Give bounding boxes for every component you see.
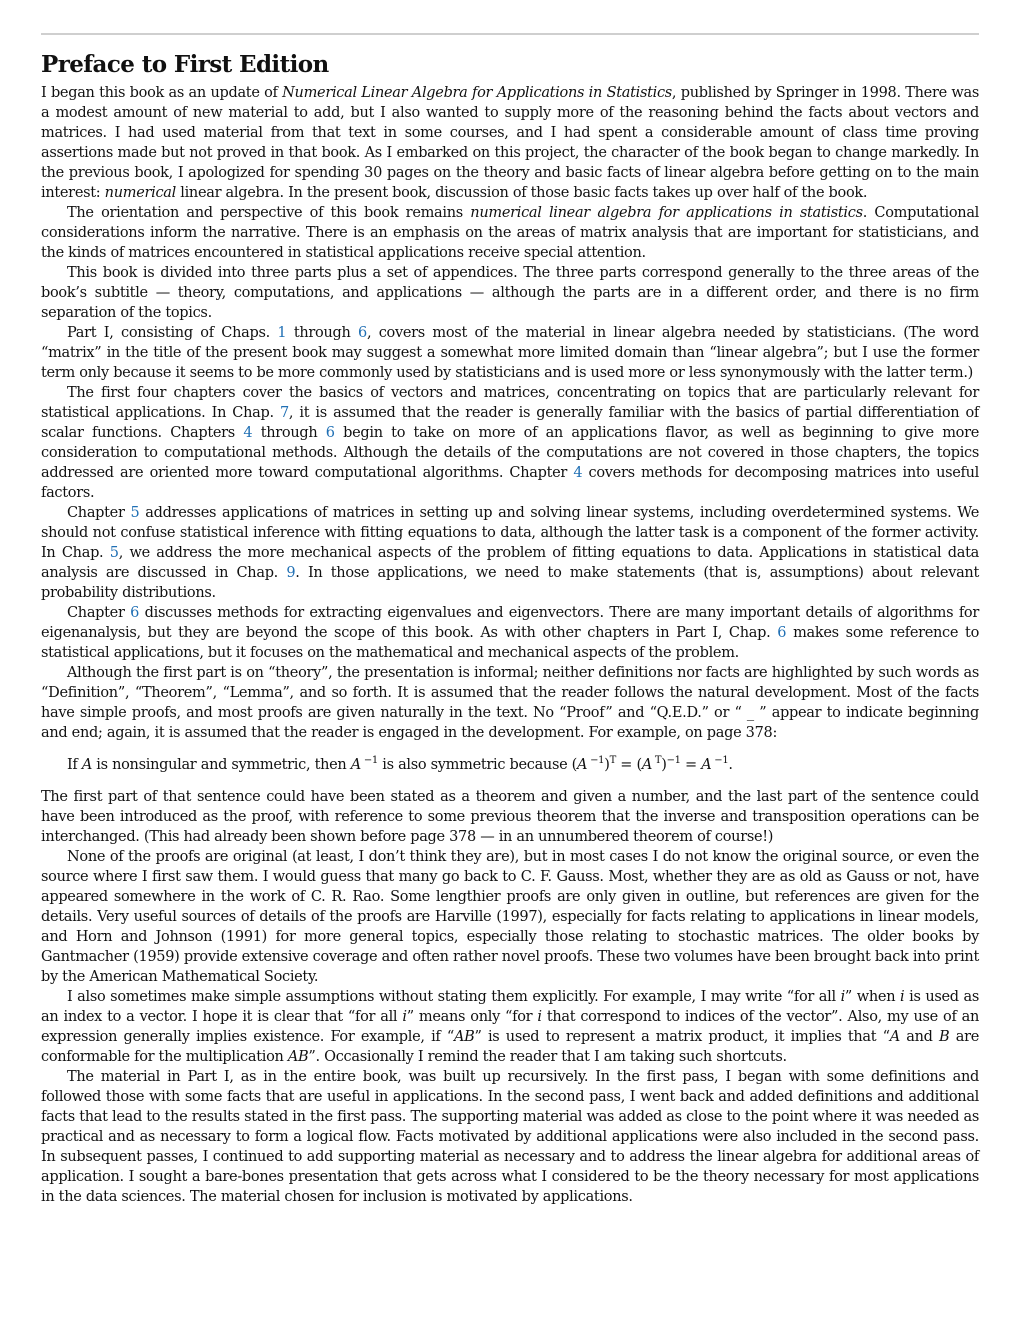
paragraph-2: The orientation and perspective of this book remains numerical linear algebra for applications in statistics. Computational considerations inform the narrative. There is an emphasis on the areas of matrix analysis that are important for statisticians, and the kinds of matrices encountered in statistical applications receive special attention. xyxy=(41,205,980,261)
chapter-link[interactable]: 6 xyxy=(358,325,367,341)
paragraph-7: Chapter 6 discusses methods for extracting eigenvalues and eigenvectors. There are many important details of algorithms for eigenanalysis, but they are beyond the scope of this book. As with other chapters in Part I, Chap. 6 makes some reference to statistical applications, but it focuses on the mathematical and mechanical aspects of the problem. xyxy=(41,605,979,661)
paragraph-6: Chapter 5 addresses applications of matrices in setting up and solving linear systems, including overdetermined systems. We should not confuse statistical inference with fitting equations to data, although the latter task is a component of the former activity. In Chap. 5, we address the more mechanical aspects of the problem of fitting equations to data. Applications in statistical data analysis are discussed in Chap. 9. In those applications, we need to make statements (that is, assumptions) about relevant probability distributions. xyxy=(41,505,979,601)
chapter-link[interactable]: 6 xyxy=(130,605,140,621)
paragraph-5: The first four chapters cover the basics of vectors and matrices, concentrating on topics that are particularly relevant for statistical applications. In Chap. 7, it is assumed that the reader is generally familiar with the basics of partial differentiation of scalar functions. Chapters 4 through 6 begin to take on more of an applications flavor, as well as beginning to give more consideration to computational methods. Although the details of the computations are not covered in those chapters, the topics addressed are oriented more toward computational algorithms. Chapter 4 covers methods for decomposing matrices into useful factors. xyxy=(41,385,980,501)
chapter-link[interactable]: 1 xyxy=(277,325,287,341)
chapter-link[interactable]: 6 xyxy=(777,625,787,641)
chapter-link[interactable]: 7 xyxy=(279,405,289,421)
preface-body xyxy=(41,83,979,1207)
chapter-link[interactable]: 4 xyxy=(573,465,583,481)
paragraph-12: The material in Part I, as in the entire book, was built up recursively. In the first pass, I began with some definitions and followed those with some facts that are useful in applications. In the second pass, I went back and added definitions and additional facts that lead to the results stated in the first pass. The supporting material was added as close to the point where it was needed as practical and as necessary to form a logical flow. Facts motivated by additional applications were also included in the second pass. In subsequent passes, I continued to add supporting material as necessary and to address the linear algebra for additional areas of application. I sought a bare-bones presentation that gets across what I considered to be the theory necessary for most applications in the data sciences. The material chosen for inclusion is motivated by applications. xyxy=(41,1069,979,1205)
header-rule xyxy=(41,33,979,35)
chapter-link[interactable]: 5 xyxy=(109,545,119,561)
page-title: Preface to First Edition xyxy=(41,51,329,78)
paragraph-1: I began this book as an update of Numerical Linear Algebra for Applications in Statistics, published by Springer in 1998. There was a modest amount of new material to add, but I also wanted to supply more of the reasoning behind the facts about vectors and matrices. I had used material from that text in some courses, and I had spent a considerable amount of class time proving assertions made but not proved in that book. As I embarked on this project, the character of the book began to change markedly. In the previous book, I apologized for spending 30 pages on the theory and basic facts of linear algebra before getting on to the main interest: numerical linear algebra. In the present book, discussion of those basic facts takes up over half of the book. xyxy=(41,85,979,201)
chapter-link[interactable]: 6 xyxy=(325,425,335,441)
example-formula: If A is nonsingular and symmetric, then A $^{-1}$ is also symmetric because (A $^{-1}$)$^T$ = (A $^T$)$^{-1}$ = A $^{-1}$. xyxy=(67,755,733,773)
paragraph-10: None of the proofs are original (at least, I don’t think they are), but in most cases I do not know the original source, or even the source where I first saw them. I would guess that many go back to C. F. Gauss. Most, whether they are as old as Gauss or not, have appeared somewhere in the work of C. R. Rao. Some lengthier proofs are only given in outline, but references are given for the details. Very useful sources of details of the proofs are Harville (1997), especially for facts relating to applications in linear models, and Horn and Johnson (1991) for more general topics, especially those relating to stochastic matrices. The older books by Gantmacher (1959) provide extensive coverage and often rather novel proofs. These two volumes have been brought back into print by the American Mathematical Society. xyxy=(41,849,979,985)
paragraph-9: The first part of that sentence could have been stated as a theorem and given a number, and the last part of the sentence could have been introduced as the proof, with reference to some previous theorem that the inverse and transposition operations can be interchanged. (This had already been shown before page 378 — in an unnumbered theorem of course!) xyxy=(41,789,979,845)
chapter-link[interactable]: 5 xyxy=(130,505,140,521)
paragraph-3: This book is divided into three parts plus a set of appendices. The three parts correspond generally to the three areas of the book’s subtitle — theory, computations, and applications — although the parts are in a different order, and there is no firm separation of the topics. xyxy=(41,265,979,321)
chapter-link[interactable]: 4 xyxy=(243,425,253,441)
chapter-link[interactable]: 9 xyxy=(286,565,296,581)
paragraph-8: Although the first part is on “theory”, the presentation is informal; neither definitions nor facts are highlighted by such words as “Definition”, “Theorem”, “Lemma”, and so forth. It is assumed that the reader follows the natural development. Most of the facts have simple proofs, and most proofs are given naturally in the text. No “Proof” and “Q.E.D.” or “ _ ” appear to indicate beginning and end; again, it is assumed that the reader is engaged in the development. For example, on page 378: xyxy=(41,665,979,741)
paragraph-4: Part I, consisting of Chaps. 1 through 6, covers most of the material in linear algebra needed by statisticians. (The word “matrix” in the title of the present book may suggest a somewhat more limited domain than “linear algebra”; but I use the former term only because it seems to be more commonly used by statisticians and is used more or less synonymously with the latter term.) xyxy=(41,325,979,381)
paragraph-11: I also sometimes make simple assumptions without stating them explicitly. For example, I may write “for all i” when i is used as an index to a vector. I hope it is clear that “for all i” means only “for i that correspond to indices of the vector”. Also, my use of an expression generally implies existence. For example, if “AB” is used to represent a matrix product, it implies that “A and B are conformable for the multiplication AB”. Occasionally I remind the reader that I am taking such shortcuts. xyxy=(41,989,980,1065)
